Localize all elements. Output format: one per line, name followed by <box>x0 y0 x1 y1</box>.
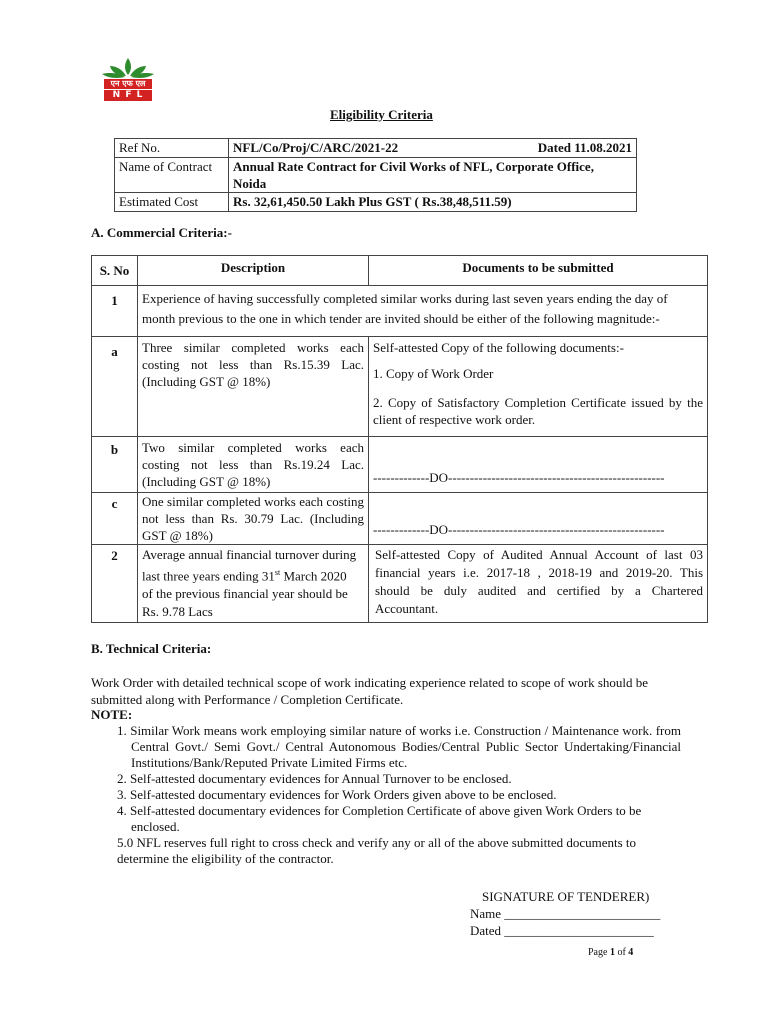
row-2-documents: Self-attested Copy of Audited Annual Account of last 03 financial years i.e. 2017-18 , 2018-19 and 2019-20. This should be duly audited and certified by a Chartered Accountant. <box>369 545 708 623</box>
logo-hindi-text: एन एफ एल <box>110 79 146 88</box>
reference-table <box>114 138 637 212</box>
page-total: 4 <box>628 947 634 958</box>
row-a-docs-item1: 1. Copy of Work Order <box>373 366 494 381</box>
contract-value-line2: Noida <box>233 176 267 191</box>
row-b-sno: b <box>92 437 138 493</box>
row-a-description: Three similar completed works each costing not less than Rs.15.39 Lac.(Including GST @ 18%) <box>138 337 369 437</box>
ref-value-cell <box>229 139 637 158</box>
signature-title: SIGNATURE OF TENDERER) <box>482 889 650 904</box>
row-1-text <box>138 286 708 337</box>
row-a-docs-intro: Self-attested Copy of the following documents:- <box>373 340 624 355</box>
note-item-4: 4. Self-attested documentary evidences for Completion Certificate of above given Work Orders to be enclosed. <box>117 803 642 834</box>
signature-dated: Dated _______________________ <box>470 923 654 938</box>
header-description: Description <box>138 256 369 286</box>
contract-value <box>229 158 637 193</box>
row-2-desc-line4: Rs. 9.78 Lacs <box>142 604 213 620</box>
row-c-sno: c <box>92 493 138 545</box>
row-2-desc-line3: of the previous financial year should be <box>142 586 348 602</box>
criteria-table <box>91 255 708 623</box>
note-item-5: 5.0 NFL reserves full right to cross check and verify any or all of the above submitted documents to determine the eligibility of the contractor. <box>117 835 637 866</box>
technical-criteria-text: Work Order with detailed technical scope of work indicating experience related to scope of work should be submitted along with Performance / Completion Certificate. <box>91 675 649 707</box>
page-number <box>588 947 633 958</box>
cost-value: Rs. 32,61,450.50 Lakh Plus GST ( Rs.38,48,511.59) <box>229 193 637 212</box>
row-c-documents: -------------DO-------------------------------------------------- <box>369 493 708 545</box>
page-current: 1 <box>609 947 615 958</box>
note-label: NOTE: <box>91 707 133 722</box>
row-2-desc-part: last three years ending 31 <box>142 568 275 584</box>
signature-name: Name ________________________ <box>470 906 661 921</box>
note-item-2: 2. Self-attested documentary evidences for Annual Turnover to be enclosed. <box>117 771 512 786</box>
row-2-desc-line2 <box>142 564 364 585</box>
header-sno: S. No <box>92 256 138 286</box>
contract-value-line1: Annual Rate Contract for Civil Works of NFL, Corporate Office, <box>233 159 594 174</box>
cost-label: Estimated Cost <box>115 193 229 212</box>
section-a-heading: A. Commercial Criteria:- <box>91 225 232 240</box>
section-b-heading: B. Technical Criteria: <box>91 641 212 656</box>
row-c-description: One similar completed works each costing not less than Rs. 30.79 Lac. (Including GST @ 18%) <box>138 493 369 545</box>
row-2-desc-sup: st <box>274 568 281 577</box>
row-1-line2: month previous to the one in which tender are invited should be either of the following magnitude:- <box>142 311 660 326</box>
contract-label: Name of Contract <box>115 158 229 193</box>
signature-block <box>470 888 660 939</box>
row-1-line1: Experience of having successfully completed similar works during last seven years ending the day of <box>142 291 668 306</box>
row-2-desc-part2: March 2020 <box>280 568 347 584</box>
row-a-documents <box>369 337 708 437</box>
page-of-label: of <box>614 947 629 958</box>
ref-value: NFL/Co/Proj/C/ARC/2021-22 <box>233 140 399 155</box>
row-1-sno: 1 <box>92 286 138 337</box>
note-item-3: 3. Self-attested documentary evidences for Work Orders given above to be enclosed. <box>117 787 557 802</box>
notes-list <box>117 723 681 867</box>
note-item-1: 1. Similar Work means work employing similar nature of works i.e. Construction / Maintenance work. from Central Govt./ Semi Govt./ Central Autonomous Bodies/Central Public Sector Undertaking/Financial Institutions/Bank/Reputed Private Limited Firms etc. <box>117 723 681 770</box>
row-a-docs-item2: 2. Copy of Satisfactory Completion Certificate issued by the client of respective work order. <box>373 395 703 427</box>
row-2-description <box>138 545 369 623</box>
page-label: Page <box>588 947 610 958</box>
page-title: Eligibility Criteria <box>330 107 433 122</box>
row-2-desc-line1: Average annual financial turnover during <box>142 547 357 562</box>
nfl-logo <box>98 56 158 104</box>
header-documents: Documents to be submitted <box>369 256 708 286</box>
row-2-sno: 2 <box>92 545 138 623</box>
ref-label: Ref No. <box>115 139 229 158</box>
row-b-documents: -------------DO-------------------------------------------------- <box>369 437 708 493</box>
ref-date: Dated 11.08.2021 <box>537 140 632 155</box>
row-b-description: Two similar completed works each costing not less than Rs.19.24 Lac. (Including GST @ 18%) <box>138 437 369 493</box>
logo-text: N F L <box>112 90 144 100</box>
row-a-sno: a <box>92 337 138 437</box>
